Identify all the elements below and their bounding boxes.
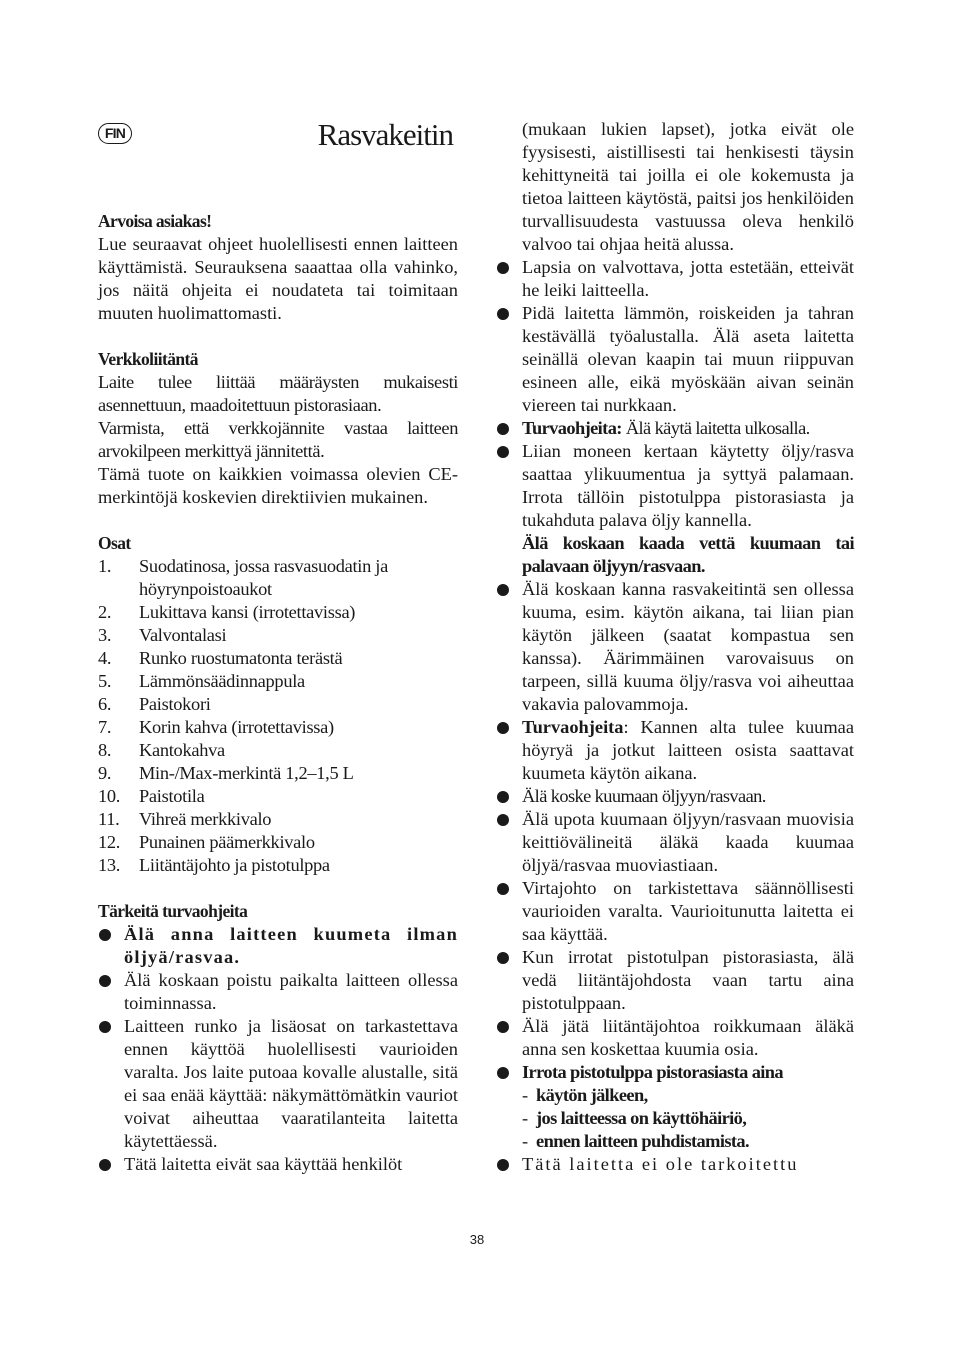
parts-item: 11. Vihreä merkkivalo [98,809,272,829]
parts-item: 9. Min-/Max-merkintä 1,2–1,5 L [98,763,354,783]
safety-item: Älä koske kuumaan öljyyn/rasvaan. [496,785,854,808]
dash-item: - käytön jälkeen, [522,1085,648,1105]
parts-item: 6. Paistokori [98,694,211,714]
mains-text-2: Varmista, että verkkojännite vastaa laitteen arvokilpeen merkittyä jännitettä. [98,418,458,461]
bullet-icon [497,1067,509,1079]
bullet-icon [99,975,111,987]
bullet-icon [497,722,509,734]
bullet-icon [497,584,509,596]
safety-item: Älä koskaan poistu paikalta laitteen ollessa toiminnassa. [98,969,458,1015]
bullet-icon [497,791,509,803]
safety-list-right [496,256,854,1176]
bullet-icon [497,1159,509,1171]
bullet-icon [497,952,509,964]
bullet-icon [99,1021,111,1033]
bullet-icon [497,262,509,274]
bullet-icon [497,814,509,826]
safety-item: Älä anna laitteen kuumeta ilman öljyä/rasvaa. [98,923,458,969]
safety-item: Virtajohto on tarkistettava säännöllisesti vaurioiden varalta. Vaurioitunutta laitetta ei saa käyttää. [496,877,854,946]
safety-continued-text: (mukaan lukien lapset), jotka eivät ole fyysisesti, aistillisesti tai henkisesti täysin kehittyneitä tai joilla ei ole kokemusta ja tietoa laitteen käytöstä, paitsi jos henkilöiden turvallisuudesta vastuussa oleva henkilö valvoo tai ohjaa heitä alussa. [522,119,854,254]
bullet-icon [497,446,509,458]
parts-item: 7. Korin kahva (irrotettavissa) [98,717,334,737]
safety-item: Turvaohjeita: Älä käytä laitetta ulkosalla. [496,417,854,440]
page-number: 38 [469,1232,485,1247]
parts-item: 1. Suodatinosa, jossa rasvasuodatin ja höyrynpoistoaukot [98,556,388,599]
parts-list [98,555,458,877]
bullet-icon [497,423,509,435]
bullet-icon [99,929,111,941]
safety-item: Älä koskaan kanna rasvakeitintä sen ollessa kuuma, esim. käytön aikana, tai liian pian käytön jälkeen (saatat kompastua sen kanssa). Äärimmäinen varovaisuus on tarpeen, sillä kuuma öljy/rasva voi aiheuttaa vakavia palovammoja. [496,578,854,716]
parts-item: 3. Valvontalasi [98,625,227,645]
bullet-icon [497,1021,509,1033]
safety-list-left [98,923,458,1176]
safety-item: Älä upota kuumaan öljyyn/rasvaan muovisia keittiövälineitä äläkä kaada kuumaa öljyä/rasvaa muoviastiaan. [496,808,854,877]
left-column [98,210,458,1176]
language-badge: FIN [98,123,132,144]
parts-item: 5. Lämmönsäädinnappula [98,671,305,691]
safety-item: Laitteen runko ja lisäosat on tarkastettava ennen käyttöä huolellisesti vaurioiden varalta. Jos laite putoaa kovalle alustalle, sitä ei saa enää käyttää: näkymättömätkin vauriot voivat aiheuttaa vaaratilanteita laitetta käytettäessä. [98,1015,458,1153]
right-column [496,118,854,1176]
mains-heading: Verkkoliitäntä [98,349,198,369]
safety-item: Turvaohjeita: Kannen alta tulee kuumaa höyryä ja jotkut laitteen osista saattavat kuumeta käytön aikana. [496,716,854,785]
bullet-icon [497,308,509,320]
parts-item: 2. Lukittava kansi (irrotettavissa) [98,602,356,622]
safety-item: Tätä laitetta ei ole tarkoitettu [496,1153,854,1176]
parts-item: 12. Punainen päämerkkivalo [98,832,315,852]
safety-item: Tätä laitetta eivät saa käyttää henkilöt [98,1153,458,1176]
greeting-text: Lue seuraavat ohjeet huolellisesti ennen laitteen käyttämistä. Seurauksena saaattaa olla vahinko, jos näitä ohjeita ei noudateta tai toimitaan muuten huolimattomasti. [98,234,458,323]
safety-item: Lapsia on valvottava, jotta estetään, etteivät he leiki laitteella. [496,256,854,302]
safety-heading: Tärkeitä turvaohjeita [98,901,248,921]
parts-heading: Osat [98,533,131,553]
dash-item: - jos laitteessa on käyttöhäiriö, [522,1108,747,1128]
parts-item: 4. Runko ruostumatonta terästä [98,648,343,668]
bullet-icon [497,883,509,895]
safety-item: Irrota pistotulppa pistorasiasta aina - käytön jälkeen, - jos laitteessa on käyttöhäiriö, - ennen laitteen puhdistamista. [496,1061,854,1153]
page-title: Rasvakeitin [317,117,453,152]
mains-text-1: Laite tulee liittää määräysten mukaisesti asennettuun, maadoitettuun pistorasiaan. [98,372,458,415]
bullet-icon [99,1159,111,1171]
greeting-heading: Arvoisa asiakas! [98,211,212,231]
dash-item: - ennen laitteen puhdistamista. [522,1131,750,1151]
parts-item: 13. Liitäntäjohto ja pistotulppa [98,855,330,875]
safety-item: Älä jätä liitäntäjohtoa roikkumaan äläkä anna sen koskettaa kuumia osia. [496,1015,854,1061]
mains-text-3: Tämä tuote on kaikkien voimassa olevien CE-merkintöjä koskevien direktiivien mukainen. [98,464,458,507]
parts-item: 8. Kantokahva [98,740,225,760]
safety-item: Pidä laitetta lämmön, roiskeiden ja tahran kestävällä työalustalla. Älä aseta laitetta seinällä olevan kaapin tai muun riippuvan esineen alle, eikä myöskään aivan seinän viereen tai nurkkaan. [496,302,854,417]
safety-item: Liian moneen kertaan käytetty öljy/rasva saattaa ylikuumentua ja syttyä palamaan. Irrota tällöin pistotulppa pistorasiasta ja tukahduta palava öljy kannella. Älä koskaan kaada vettä kuumaan tai palavaan öljyyn/rasvaan. [496,440,854,578]
safety-item: Kun irrotat pistotulpan pistorasiasta, älä vedä liitäntäjohdosta vaan tartu aina pistotulppaan. [496,946,854,1015]
parts-item: 10. Paistotila [98,786,205,806]
